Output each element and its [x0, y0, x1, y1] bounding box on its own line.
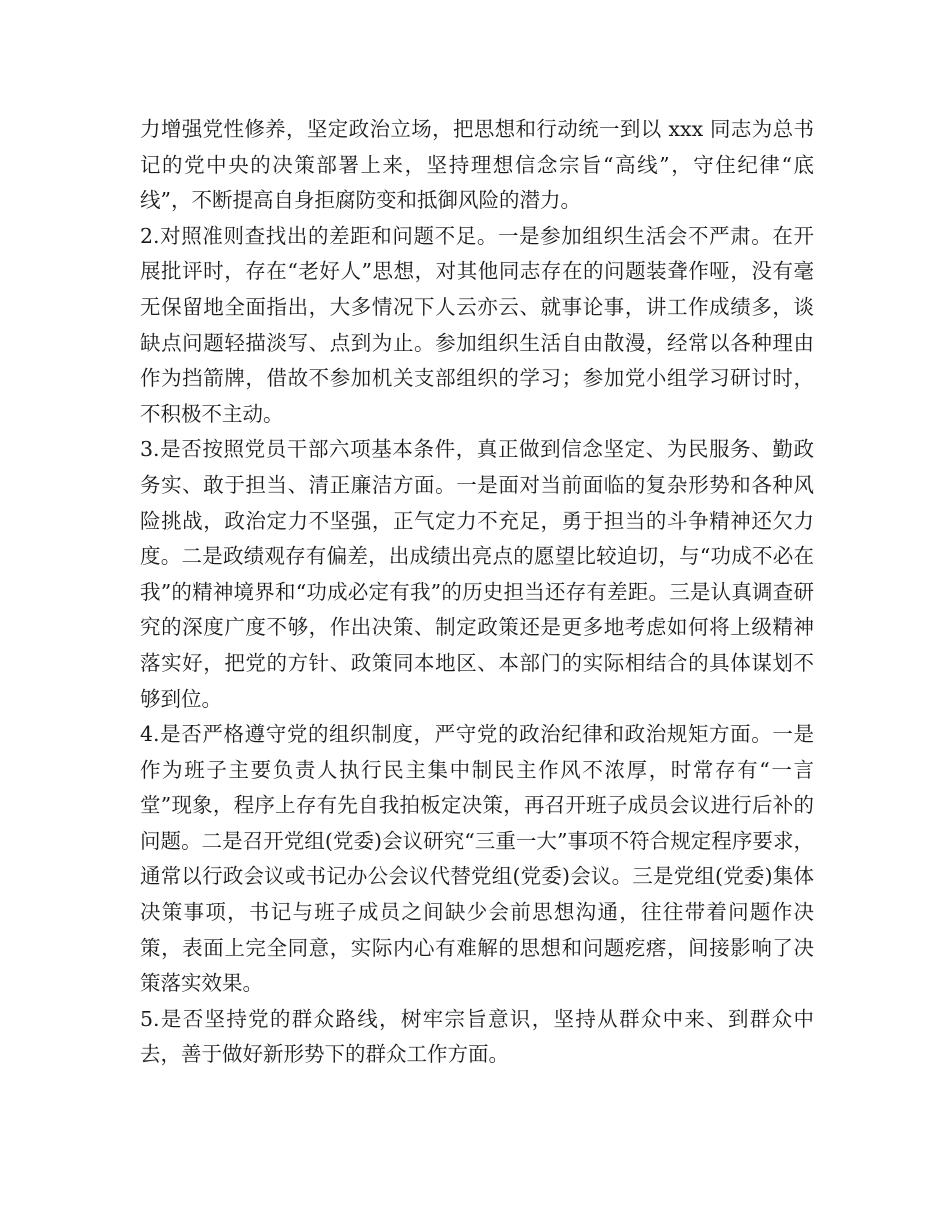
paragraph-continuation: 力增强党性修养，坚定政治立场，把思想和行动统一到以 xxx 同志为总书记的党中央的决策部署上来，坚持理想信念宗旨“高线”，守住纪律“底线”，不断提高自身拒腐防变和抵御风险的潜力。: [140, 117, 814, 213]
paragraph-item-2: 2.对照准则查找出的差距和问题不足。一是参加组织生活会不严肃。在开展批评时，存在“老好人”思想，对其他同志存在的问题装聋作哑，没有毫无保留地全面指出，大多情况下人云亦云、就事论事，讲工作成绩多，谈缺点问题轻描淡写、点到为止。参加组织生活自由散漫，经常以各种理由作为挡箭牌，借故不参加机关支部组织的学习；参加党小组学习研讨时，不积极不主动。: [140, 223, 814, 426]
paragraph-item-4: 4.是否严格遵守党的组织制度，严守党的政治纪律和政治规矩方面。一是作为班子主要负责人执行民主集中制民主作风不浓厚，时常存有“一言堂”现象，程序上存有先自我拍板定决策，再召开班子成员会议进行后补的问题。二是召开党组(党委)会议研究“三重一大”事项不符合规定程序要求，通常以行政会议或书记办公会议代替党组(党委)会议。三是党组(党委)集体决策事项，书记与班子成员之间缺少会前思想沟通，往往带着问题作决策，表面上完全同意，实际内心有难解的思想和问题疙瘩，间接影响了决策落实效果。: [140, 722, 814, 996]
paragraph-item-3: 3.是否按照党员干部六项基本条件，真正做到信念坚定、为民服务、勤政务实、敢于担当、清正廉洁方面。一是面对当前面临的复杂形势和各种风险挑战，政治定力不坚强，正气定力不充足，勇于担当的斗争精神还欠力度。二是政绩观存有偏差，出成绩出亮点的愿望比较迫切，与“功成不必在我”的精神境界和“功成必定有我”的历史担当还存有差距。三是认真调查研究的深度广度不够，作出决策、制定政策还是更多地考虑如何将上级精神落实好，把党的方针、政策同本地区、本部门的实际相结合的具体谋划不够到位。: [140, 437, 814, 711]
document-body: [140, 112, 814, 1073]
paragraph-item-5: 5.是否坚持党的群众路线，树牢宗旨意识，坚持从群众中来、到群众中去，善于做好新形势下的群众工作方面。: [140, 1006, 814, 1067]
